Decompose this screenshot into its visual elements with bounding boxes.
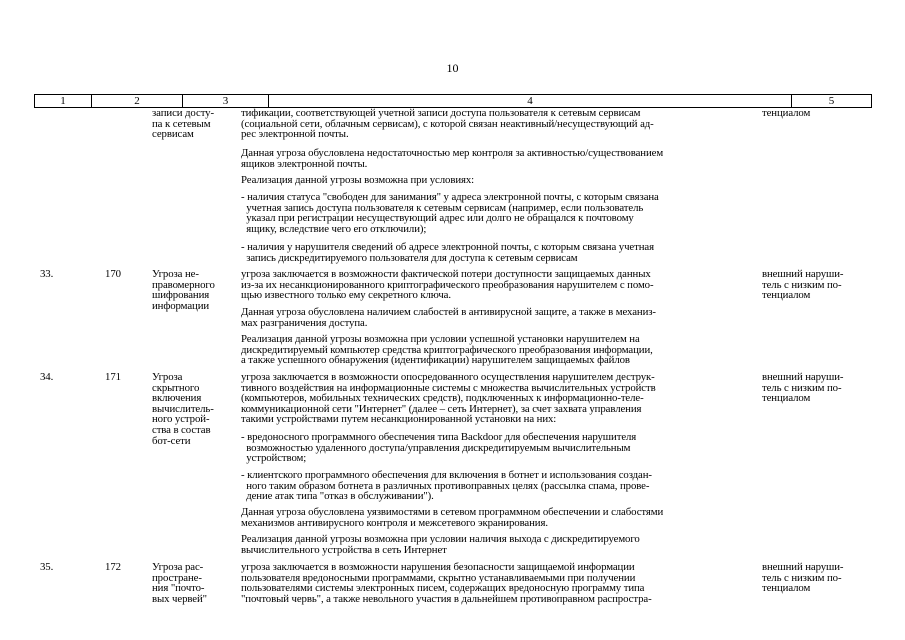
row-number: 34.	[40, 371, 54, 383]
page-number: 10	[446, 61, 459, 75]
threat-code: 170	[105, 268, 121, 280]
header-col-1: 1	[35, 95, 92, 107]
desc-line: тификации, соответствующей учетной записи доступа пользователя к сетевым сервисам	[241, 107, 641, 119]
header-col-3: 3	[183, 95, 269, 107]
intruder-type: внешний наруши- тель с низким по- тенциалом	[762, 561, 844, 595]
threat-name-continued: записи досту- па к сетевым сервисам	[152, 107, 214, 141]
intruder-continued: тенциалом	[762, 107, 811, 119]
threat-cause: Данная угроза обусловлена уязвимостями в сетевом программном обеспечении и слабостями механизмов антивирусного контроля и межсетевого экранирования.	[241, 506, 664, 529]
threat-code: 171	[105, 371, 121, 383]
table-header	[34, 94, 872, 108]
threat-description: угроза заключается в возможности нарушения безопасности защищаемой информации пользователя вредоносными программами, скрытно устанавливаемыми при получении пользователями системы электронных писем, содержащих вредоносную программу типа "почтовый червь", а также невольного участия в дальнейшем противоправном распростра-	[241, 561, 652, 605]
threat-code: 172	[105, 561, 121, 573]
description-condition-2: - наличия у нарушителя сведений об адресе электронной почты, с которым связана учетная запись дискредитируемого пользователя для доступа к сетевым сервисам	[241, 241, 654, 264]
threat-method-1: - вредоносного программного обеспечения типа Backdoor для обеспечения нарушителя возможностью удаленного доступа/управления дискредитируемым вычислительным устройством;	[241, 431, 637, 465]
threat-name: Угроза не- правомерного шифрования информации	[152, 268, 215, 312]
desc-line: (социальной сети, облачным сервисам), с которой связан неактивный/несуществующий ад-	[241, 117, 654, 130]
desc-line: рес электронной почты.	[241, 128, 349, 141]
row-number: 35.	[40, 561, 54, 573]
header-col-5: 5	[828, 95, 835, 107]
description-cause: Данная угроза обусловлена недостаточностью мер контроля за активностью/существованием ящиков электронной почты.	[241, 147, 664, 170]
description-conditions-title: Реализация данной угрозы возможна при условиях:	[241, 174, 475, 186]
intruder-type: внешний наруши- тель с низким по- тенциалом	[762, 268, 844, 302]
intruder-type: внешний наруши- тель с низким по- тенциалом	[762, 371, 844, 405]
description-condition-1: - наличия статуса "свободен для занимания" у адреса электронной почты, с которым связана учетная запись доступа пользователя к сетевым сервисам (например, если пользователь указал при регистрации несуществующий адрес или долго не обращался к почтовому ящику, вследствие чего его отключили);	[241, 191, 659, 235]
header-col-2: 2	[92, 95, 183, 107]
threat-conditions: Реализация данной угрозы возможна при условии наличия выхода с дискредитируемого вычислительного устройства в сеть Интернет	[241, 533, 640, 556]
description-continued	[241, 108, 751, 140]
threat-name: Угроза рас- простране- ния "почто- вых червей"	[152, 561, 207, 605]
row-number: 33.	[40, 268, 54, 280]
threat-method-2: - клиентского программного обеспечения для включения в ботнет и использования создан- ного таким образом ботнета в различных противоправных целях (рассылка спама, прове- дение атак типа "отказ в обслуживании").	[241, 469, 652, 503]
threat-name: Угроза скрытного включения вычислитель- ного устрой- ства в состав бот-сети	[152, 371, 214, 447]
threat-description: угроза заключается в возможности фактической потери доступности защищаемых данных из-за их несанкционированного криптографического преобразования нарушителем с помо- щью известного только ему секретного ключа.	[241, 268, 654, 302]
header-col-4: 4	[269, 95, 792, 107]
threat-description: угроза заключается в возможности опосредованного осуществления нарушителем деструк- тивного воздействия на информационные системы с множества вычислительных устройств (компьютеров, мобильных технических средств), подключенных к информационно-теле- коммуникационной сети "Интернет" (далее – сеть Интернет), за счет захвата управления такими устройствами путем несанкционированной установки на них:	[241, 371, 656, 426]
threat-cause: Данная угроза обусловлена наличием слабостей в антивирусной защите, а также в механиз- мах разграничения доступа.	[241, 306, 656, 329]
threat-conditions: Реализация данной угрозы возможна при условии успешной установки нарушителем на дискредитируемый компьютер средства криптографического преобразования информации, а также успешного обнаружения (идентификации) нарушителем защищаемых файлов	[241, 333, 653, 367]
